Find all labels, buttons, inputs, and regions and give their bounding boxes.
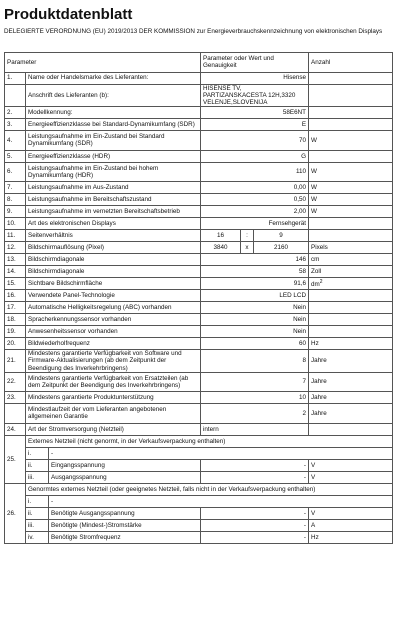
row-unit: cm — [309, 254, 393, 266]
header-unit: Anzahl — [309, 53, 393, 73]
sub-item-unit: A — [309, 519, 393, 531]
sub-item-number: iv. — [26, 531, 49, 543]
row-number: 4. — [5, 131, 26, 151]
row-number: 22. — [5, 372, 26, 392]
row-value: 110 — [201, 162, 309, 182]
table-row — [5, 150, 393, 162]
table-row — [5, 495, 393, 507]
row-number: 15. — [5, 278, 26, 290]
sub-item-number: iii. — [26, 519, 49, 531]
table-row — [5, 218, 393, 230]
table-row — [5, 326, 393, 338]
table-row — [5, 107, 393, 119]
row-number: 26. — [5, 483, 26, 543]
row-label: Leistungsaufnahme im Ein-Zustand bei Standard Dynamikumfang (SDR) — [26, 131, 201, 151]
row-label: Bildwiederholfrequenz — [26, 338, 201, 350]
sub-item-unit: V — [309, 507, 393, 519]
row-label: Anschrift des Lieferanten (b): — [26, 84, 201, 107]
table-header-row — [5, 53, 393, 73]
row-label: Leistungsaufnahme im Aus-Zustand — [26, 182, 201, 194]
table-row — [5, 447, 393, 459]
row-value: 2 — [201, 404, 309, 424]
row-number: 25. — [5, 435, 26, 483]
row-label: Anwesenheitssensor vorhanden — [26, 326, 201, 338]
table-row — [5, 278, 393, 290]
row-value: Nein — [201, 314, 309, 326]
row-label: Art des elektronischen Displays — [26, 218, 201, 230]
sub-item-label: - — [49, 447, 393, 459]
row-unit — [309, 84, 393, 107]
row-number: 16. — [5, 290, 26, 302]
row-unit: Jahre — [309, 350, 393, 373]
sub-item-number: iii. — [26, 471, 49, 483]
row-label: Name oder Handelsmarke des Lieferanten: — [26, 72, 201, 84]
row-label: Mindestens garantierte Verfügbarkeit von Ersatzteilen (ab dem Zeitpunkt der Beendigung des Inverkehrbringens) — [26, 372, 201, 392]
data-table — [4, 52, 393, 544]
row-value: 0,50 — [201, 194, 309, 206]
table-row — [5, 423, 393, 435]
row-value: LED LCD — [201, 290, 309, 302]
table-row — [5, 162, 393, 182]
std_psu-heading-row — [5, 483, 393, 495]
table-row — [5, 119, 393, 131]
row-number: 19. — [5, 326, 26, 338]
row-unit — [309, 423, 393, 435]
row-number: 12. — [5, 242, 26, 254]
row-unit — [309, 302, 393, 314]
regulation-subtitle: DELEGIERTE VERORDNUNG (EU) 2019/2013 DER KOMMISSION zur Energieverbrauchskennzeichnung von elektronischen Displays — [4, 28, 383, 35]
table-row — [5, 314, 393, 326]
row-number: 21. — [5, 350, 26, 373]
row-label: Bildschirmauflösung (Pixel) — [26, 242, 201, 254]
sub-item-label: Eingangsspannung — [49, 459, 201, 471]
table-row — [5, 254, 393, 266]
table-row — [5, 459, 393, 471]
row-value: Nein — [201, 326, 309, 338]
row-number: 20. — [5, 338, 26, 350]
table-row — [5, 242, 393, 254]
row-value: Hisense — [201, 72, 309, 84]
row-number: 9. — [5, 206, 26, 218]
ext_psu-heading-row — [5, 435, 393, 447]
row-value: G — [201, 150, 309, 162]
row-unit — [309, 119, 393, 131]
table-row — [5, 194, 393, 206]
row-number: 1. — [5, 72, 26, 84]
row-label: Seitenverhältnis — [26, 230, 201, 242]
table-row — [5, 531, 393, 543]
row-unit: W — [309, 194, 393, 206]
table-row — [5, 290, 393, 302]
row-label: Automatische Helligkeitsregelung (ABC) vorhanden — [26, 302, 201, 314]
row-unit: Jahre — [309, 404, 393, 424]
row-unit: Jahre — [309, 372, 393, 392]
table-row — [5, 404, 393, 424]
sub-item-label: Benötigte Stromfrequenz — [49, 531, 201, 543]
row-unit — [309, 107, 393, 119]
sub-item-value: - — [201, 471, 309, 483]
row-label: Spracherkennungssensor vorhanden — [26, 314, 201, 326]
row-label: Mindestens garantierte Produktunterstützung — [26, 392, 201, 404]
row-label: Mindestens garantierte Verfügbarkeit von Software und Firmware-Aktualisierungen (ab dem Zeitpunkt der Beendigung des Inverkehrbringens) — [26, 350, 201, 373]
row-unit: Jahre — [309, 392, 393, 404]
row-value-separator: : — [241, 230, 254, 242]
ext_psu-heading: Externes Netzteil (nicht genormt, in der Verkaufsverpackung enthalten) — [26, 435, 393, 447]
table-row — [5, 471, 393, 483]
row-label: Energieeffizienzklasse (HDR) — [26, 150, 201, 162]
row-unit: Pixels — [309, 242, 393, 254]
sub-item-label: Benötigte (Mindest-)Stromstärke — [49, 519, 201, 531]
sub-item-value: - — [201, 531, 309, 543]
row-value: 70 — [201, 131, 309, 151]
row-value: 60 — [201, 338, 309, 350]
sub-item-value: - — [201, 459, 309, 471]
row-label: Leistungsaufnahme im Ein-Zustand bei hohem Dynamikumfang (HDR) — [26, 162, 201, 182]
sub-item-unit: Hz — [309, 531, 393, 543]
sub-item-value: - — [201, 507, 309, 519]
row-number: 11. — [5, 230, 26, 242]
row-unit — [309, 326, 393, 338]
sub-item-label: - — [49, 495, 393, 507]
row-value: 146 — [201, 254, 309, 266]
table-row — [5, 230, 393, 242]
table-row — [5, 84, 393, 107]
row-number — [5, 404, 26, 424]
sub-item-number: ii. — [26, 507, 49, 519]
table-row — [5, 72, 393, 84]
row-number: 10. — [5, 218, 26, 230]
row-label: Art der Stromversorgung (Netzteil) — [26, 423, 201, 435]
row-unit — [309, 150, 393, 162]
row-unit: W — [309, 131, 393, 151]
row-value: E — [201, 119, 309, 131]
row-number: 5. — [5, 150, 26, 162]
row-value: 91,6 — [201, 278, 309, 290]
table-row — [5, 350, 393, 373]
row-unit: W — [309, 182, 393, 194]
table-row — [5, 519, 393, 531]
row-label: Bildschirmdiagonale — [26, 266, 201, 278]
row-unit — [309, 218, 393, 230]
row-unit: Zoll — [309, 266, 393, 278]
row-value-b: 9 — [254, 230, 309, 242]
row-value-a: 3840 — [201, 242, 241, 254]
sub-item-number: i. — [26, 495, 49, 507]
table-row — [5, 372, 393, 392]
row-number: 14. — [5, 266, 26, 278]
row-unit — [309, 72, 393, 84]
sub-item-value: - — [201, 519, 309, 531]
row-number — [5, 84, 26, 107]
row-value: Nein — [201, 302, 309, 314]
row-number: 23. — [5, 392, 26, 404]
row-value: 2,00 — [201, 206, 309, 218]
unit-superscript: 2 — [319, 278, 323, 285]
sub-item-unit: V — [309, 459, 393, 471]
row-unit — [309, 230, 393, 242]
table-row — [5, 507, 393, 519]
row-value: 7 — [201, 372, 309, 392]
row-number: 3. — [5, 119, 26, 131]
row-value: HISENSE TV, PARTIZANSKACESTA 12H,3320 VELENJE,SLOVENIJA — [201, 84, 309, 107]
header-parameter: Parameter — [5, 53, 201, 73]
table-row — [5, 182, 393, 194]
row-number: 17. — [5, 302, 26, 314]
table-row — [5, 266, 393, 278]
sub-item-unit: V — [309, 471, 393, 483]
row-unit: Hz — [309, 338, 393, 350]
row-value: 0,00 — [201, 182, 309, 194]
row-number: 18. — [5, 314, 26, 326]
table-row — [5, 131, 393, 151]
row-label: Bildschirmdiagonale — [26, 254, 201, 266]
std_psu-heading: Genormtes externes Netzteil (oder geeignetes Netzteil, falls nicht in der Verkaufsverpackung enthalten) — [26, 483, 393, 495]
table-row — [5, 392, 393, 404]
row-label: Modellkennung: — [26, 107, 201, 119]
row-unit — [309, 314, 393, 326]
row-label: Leistungsaufnahme im vernetzten Bereitschaftsbetrieb — [26, 206, 201, 218]
table-row — [5, 206, 393, 218]
row-unit — [309, 290, 393, 302]
row-value-a: 16 — [201, 230, 241, 242]
row-number: 6. — [5, 162, 26, 182]
row-number: 2. — [5, 107, 26, 119]
page-title: Produktdatenblatt — [4, 6, 133, 23]
row-value: 8 — [201, 350, 309, 373]
sub-item-number: ii. — [26, 459, 49, 471]
row-label: Verwendete Panel-Technologie — [26, 290, 201, 302]
row-value: intern — [201, 423, 309, 435]
unit-base: dm — [311, 281, 320, 289]
row-value: 58 — [201, 266, 309, 278]
row-number: 13. — [5, 254, 26, 266]
row-label: Mindestlaufzeit der vom Lieferanten angebotenen allgemeinen Garantie — [26, 404, 201, 424]
sub-item-number: i. — [26, 447, 49, 459]
sub-item-label: Ausgangsspannung — [49, 471, 201, 483]
sub-item-label: Benötigte Ausgangsspannung — [49, 507, 201, 519]
row-label: Leistungsaufnahme im Bereitschaftszustand — [26, 194, 201, 206]
row-label: Sichtbare Bildschirmfläche — [26, 278, 201, 290]
row-value: 10 — [201, 392, 309, 404]
row-unit: W — [309, 162, 393, 182]
row-value-separator: x — [241, 242, 254, 254]
row-unit: W — [309, 206, 393, 218]
row-value: Fernsehgerät — [201, 218, 309, 230]
row-value: 58E6NT — [201, 107, 309, 119]
row-number: 7. — [5, 182, 26, 194]
row-unit — [309, 278, 393, 290]
row-number: 8. — [5, 194, 26, 206]
table-row — [5, 302, 393, 314]
table-row — [5, 338, 393, 350]
row-number: 24. — [5, 423, 26, 435]
row-value-b: 2160 — [254, 242, 309, 254]
row-label: Energieeffizienzklasse bei Standard-Dynamikumfang (SDR) — [26, 119, 201, 131]
header-value: Parameter oder Wert und Genauigkeit — [201, 53, 309, 73]
